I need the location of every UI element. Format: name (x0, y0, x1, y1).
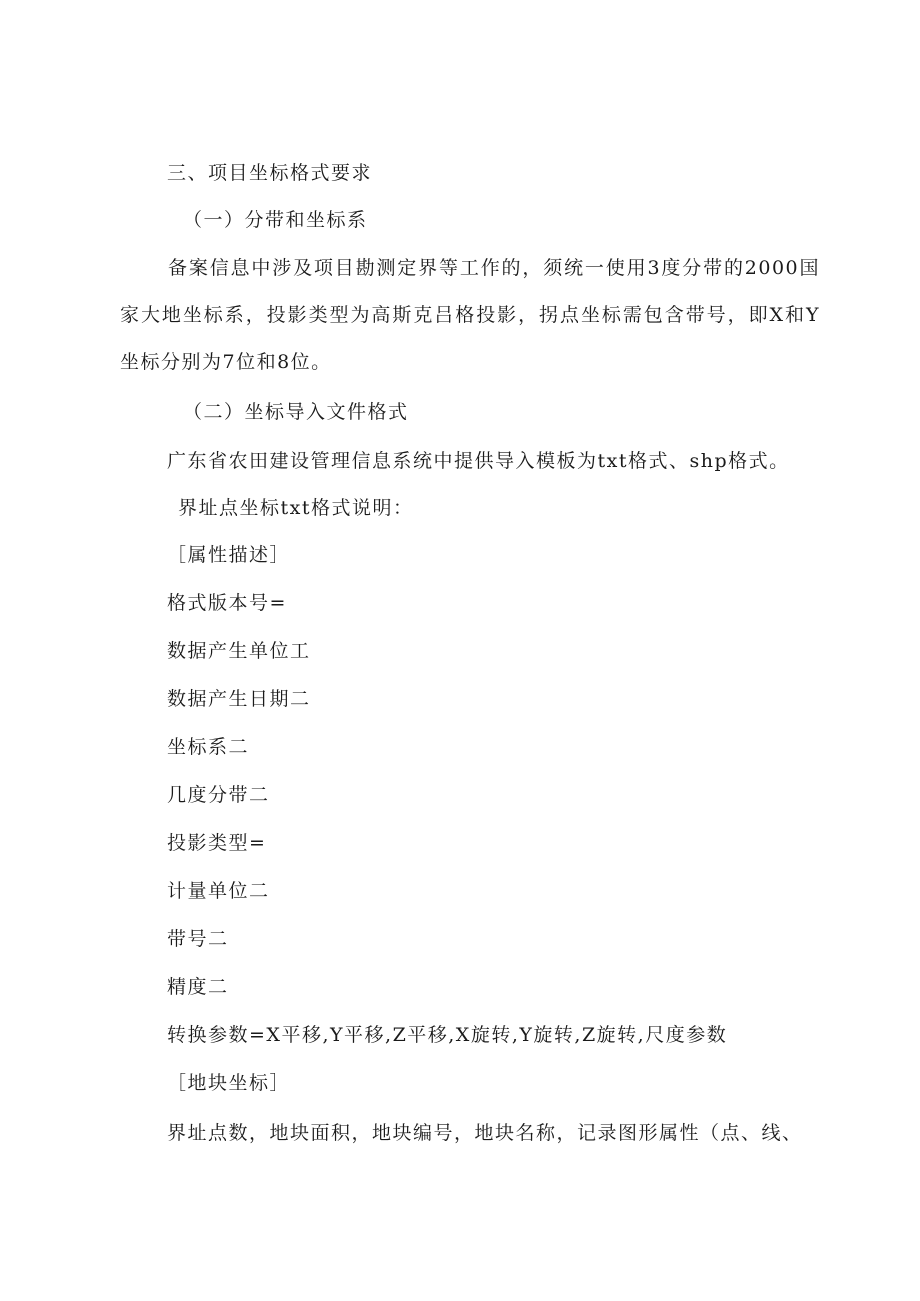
paragraph-coordinate-system: 备案信息中涉及项目勘测定界等工作的，须统一使用3度分带的2000国家大地坐标系，投影类型为高斯克吕格投影，拐点坐标需包含带号，即X和Y坐标分别为7位和8位。 (120, 257, 820, 373)
attr-line-zone-number: 带号二 (167, 928, 229, 950)
attr-line-coordinate-system: 坐标系二 (167, 736, 250, 758)
plot-coordinates-section-header: ［地块坐标］ (167, 1072, 291, 1094)
section-heading: 三、项目坐标格式要求 (167, 162, 373, 184)
paragraph-import-templates: 广东省农田建设管理信息系统中提供导入模板为txt格式、shp格式。 (167, 450, 790, 472)
attr-line-data-unit: 数据产生单位工 (167, 640, 311, 662)
subsection-heading-1: （一）分带和坐标系 (183, 209, 368, 231)
attr-line-format-version: 格式版本号= (167, 592, 287, 614)
attr-line-zone-width: 几度分带二 (167, 784, 270, 806)
subsection-heading-2: （二）坐标导入文件格式 (183, 401, 409, 423)
plot-fields-line: 界址点数，地块面积，地块编号，地块名称，记录图形属性（点、线、 (167, 1122, 803, 1144)
attr-line-projection-type: 投影类型= (167, 832, 267, 854)
txt-format-intro: 界址点坐标txt格式说明： (178, 497, 414, 519)
attr-line-data-date: 数据产生日期二 (167, 688, 311, 710)
attr-line-transform-params: 转换参数=X平移,Y平移,Z平移,X旋转,Y旋转,Z旋转,尺度参数 (167, 1024, 728, 1046)
attr-line-measurement-unit: 计量单位二 (167, 880, 270, 902)
attribute-section-header: ［属性描述］ (167, 544, 291, 566)
attr-line-precision: 精度二 (167, 976, 229, 998)
